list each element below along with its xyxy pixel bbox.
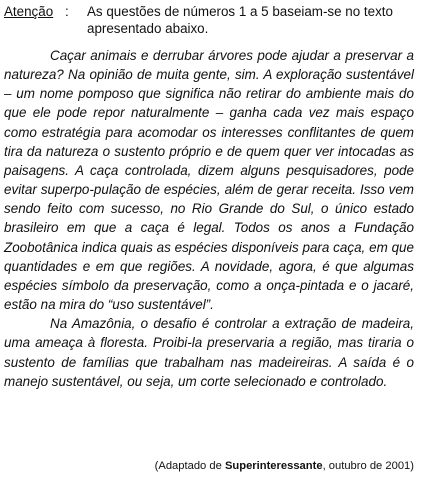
source-suffix: , outubro de 2001): [322, 460, 414, 472]
source-citation: [155, 459, 414, 473]
source-prefix: (Adaptado de: [154, 460, 225, 472]
attention-label: Atenção: [4, 4, 54, 19]
attention-text: As questões de números 1 a 5 baseiam-se no texto apresentado abaixo.: [87, 4, 393, 36]
reading-passage: [4, 46, 414, 391]
attention-colon: :: [65, 4, 69, 19]
passage-paragraph-2: Na Amazônia, o desafio é controlar a extração de madeira, uma ameaça à floresta. Proibi-la preservaria a região, mas tiraria o sustento de famílias que trabalham nas madeireiras. A saída é o manejo sustentável, ou seja, um corte selecionado e controlado.: [4, 316, 414, 389]
passage-paragraph-1: Caçar animais e derrubar árvores pode ajudar a preservar a natureza? Na opinião de muita gente, sim. A exploração sustentável – um nome pomposo que significa não retirar do ambiente mais do que ele pode repor naturalmente – ganha cada vez mais espaço como estratégia para acomodar os interesses conflitantes de quem tira da natureza o sustento próprio e de quem quer ver intocadas as paisagens. A caça controlada, dizem alguns pesquisadores, pode evitar superpo-pulação de espécies, além de gerar receita. Isso vem sendo feito com sucesso, no Rio Grande do Sul, o único estado brasileiro em que a caça é legal. Todos os anos a Fundação Zoobotânica indica quais as espécies disponíveis para caça, em que quantidades e em que regiões. A novidade, agora, é que algumas espécies símbolo da preservação, como a onça-pintada e o jacaré, estão na mira do “uso sustentável”.: [4, 48, 414, 313]
source-publication: Superinteressante: [224, 460, 323, 472]
